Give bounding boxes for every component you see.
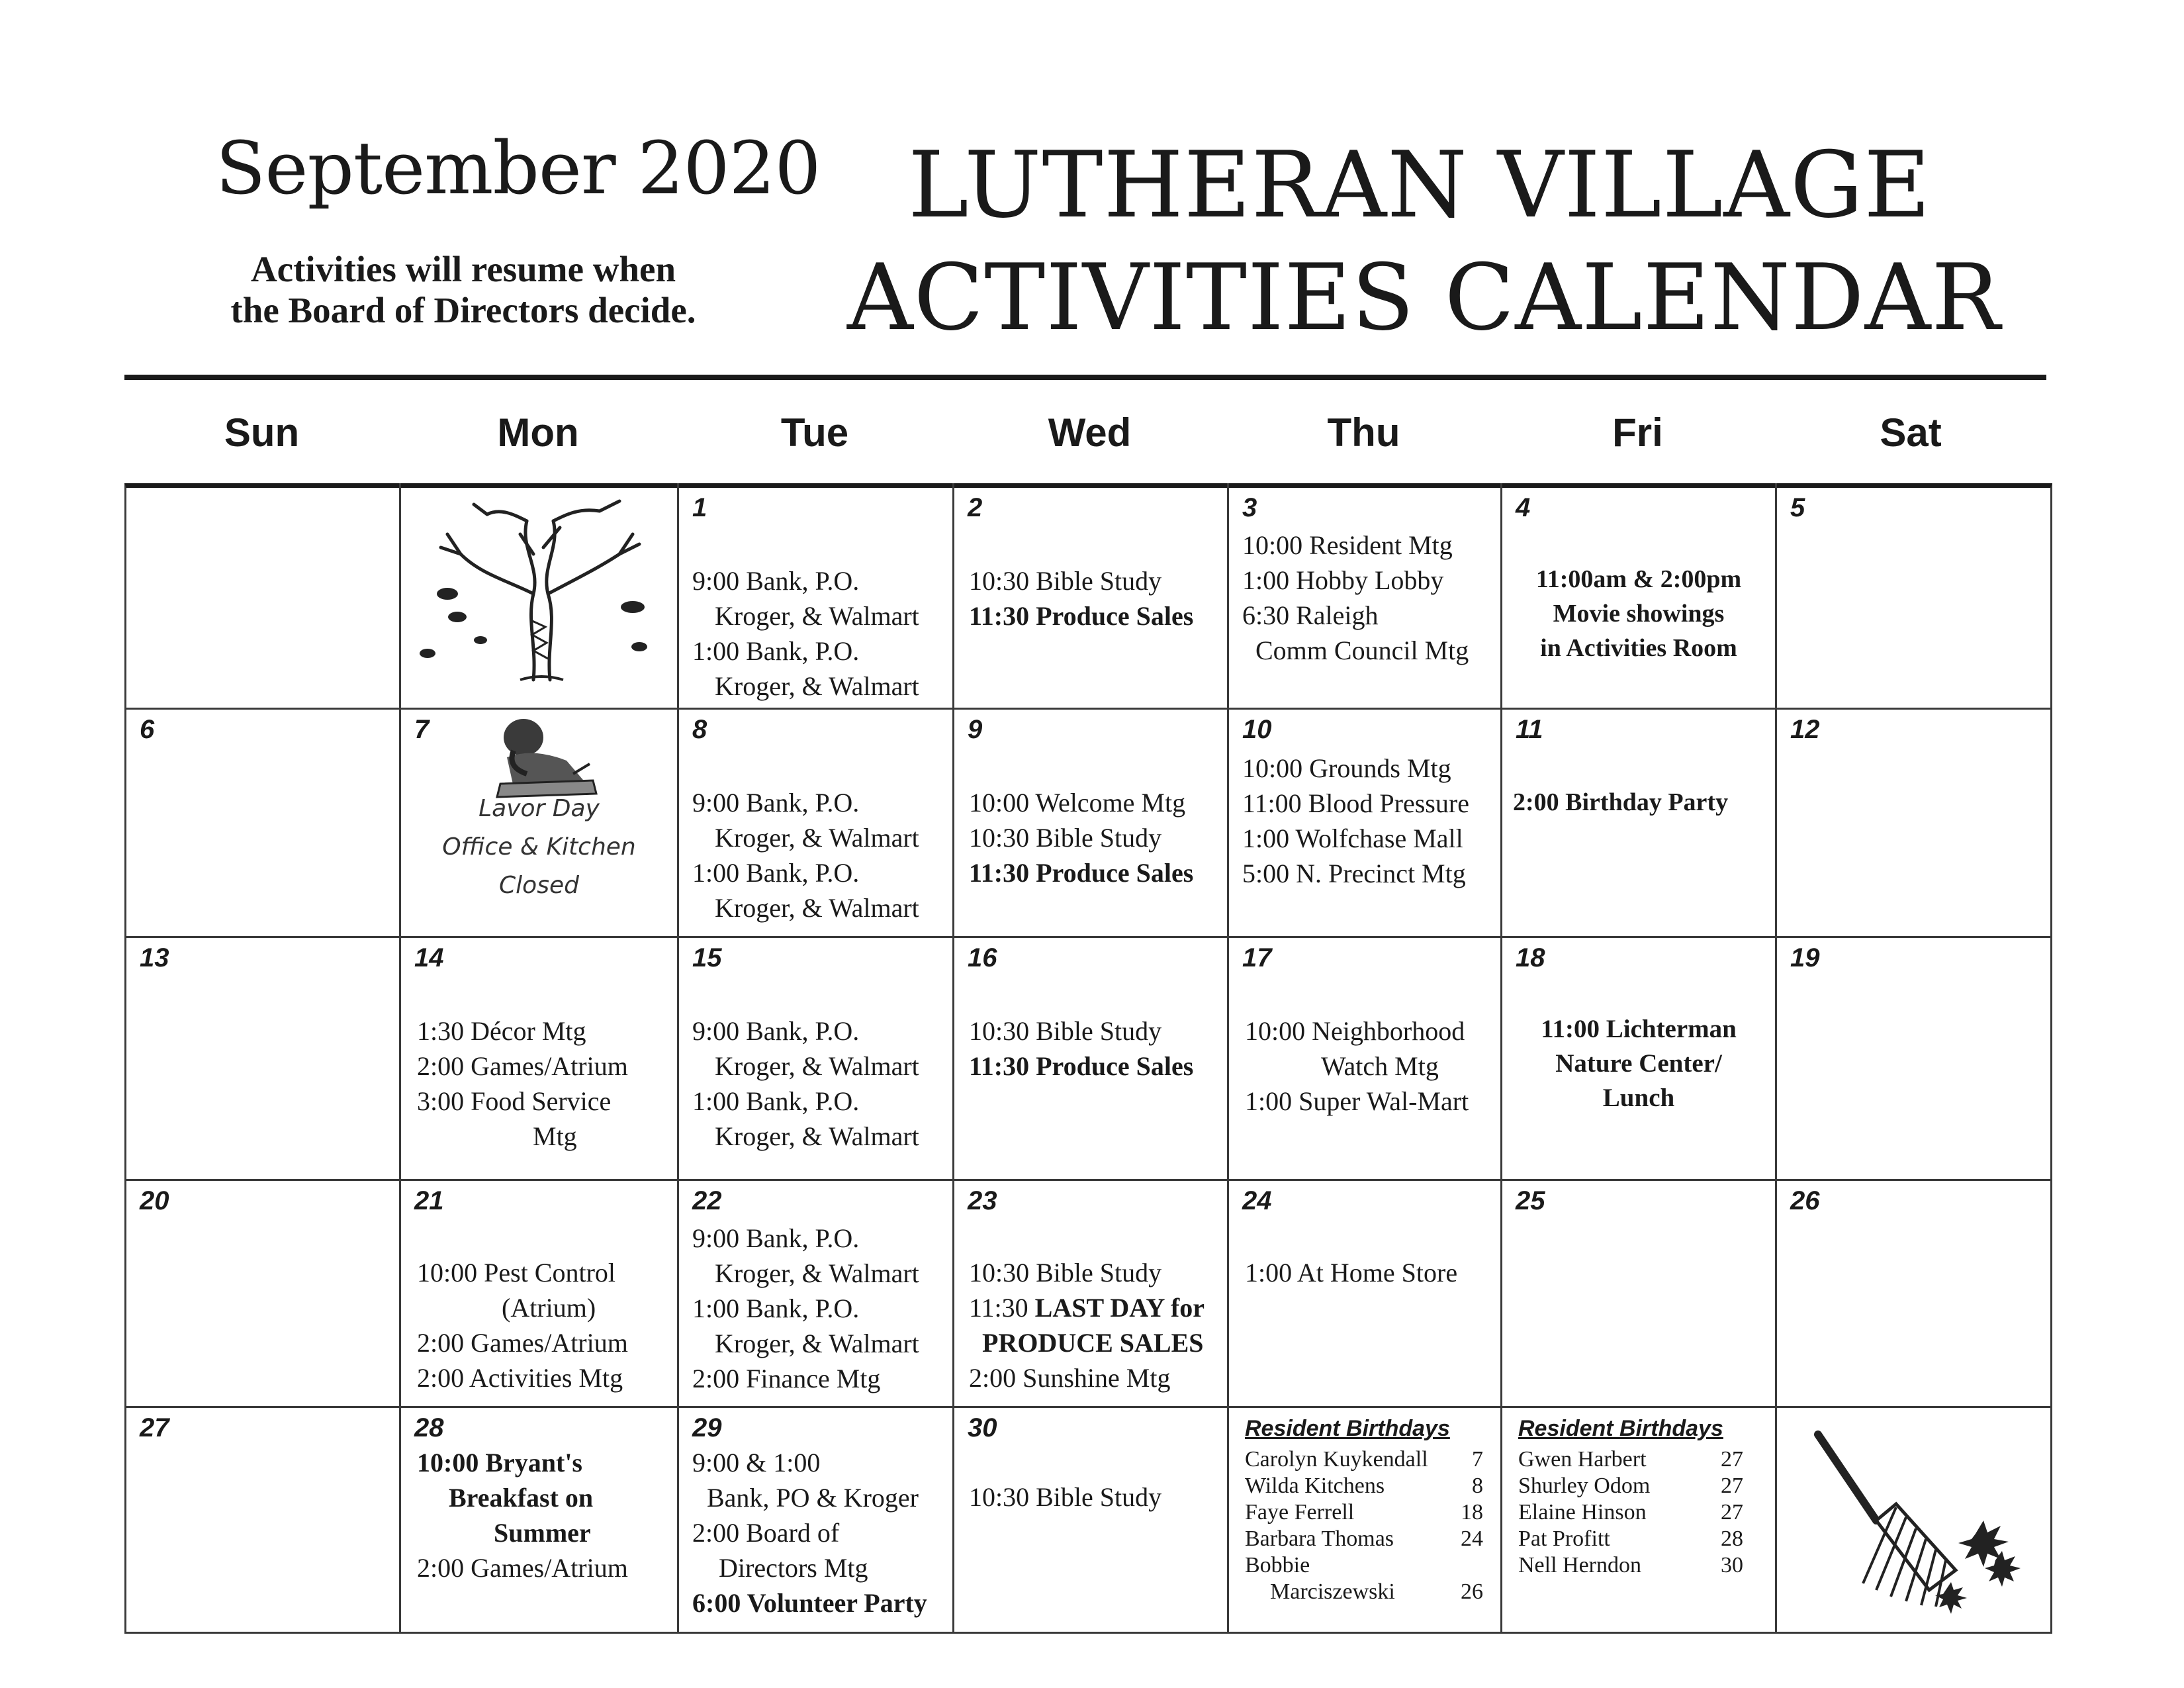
day-events: 10:30 Bible Study <box>969 1482 1162 1512</box>
day-events: 9:00 Bank, P.O. Kroger, & Walmart 1:00 Bank, P.O. Kroger, & Walmart <box>692 1016 919 1151</box>
birthday-row: Barbara Thomas 24 <box>1245 1526 1483 1551</box>
birthday-row: Shurley Odom 27 <box>1518 1474 1743 1498</box>
day-events: 9:00 Bank, P.O. Kroger, & Walmart 1:00 Bank, P.O. Kroger, & Walmart <box>692 566 919 701</box>
weekday-wed: Wed <box>1048 410 1132 455</box>
birthdays-names <box>1245 1446 1483 1605</box>
day-number: 9 <box>968 715 983 744</box>
day-events: 2:00 Birthday Party <box>1513 788 1729 816</box>
day-cell-19 <box>1777 938 2046 1179</box>
day-number: 11 <box>1516 715 1543 744</box>
day-cell-18 <box>1502 938 1775 1179</box>
day-cell-1 <box>679 488 952 708</box>
day-number: 5 <box>1790 493 1805 522</box>
day-cell-14 <box>401 938 677 1179</box>
day-events: 10:30 Bible Study 11:30 Produce Sales <box>969 566 1194 631</box>
day-number: 13 <box>140 943 169 972</box>
day-number: 16 <box>968 943 997 972</box>
day-number: 14 <box>414 943 444 972</box>
day-events: 1:30 Décor Mtg 2:00 Games/Atrium 3:00 Food Service Mtg <box>417 1016 628 1151</box>
day-number: 30 <box>968 1413 997 1442</box>
day-cell-10 <box>1229 710 1500 936</box>
day-number: 24 <box>1242 1186 1272 1215</box>
rake-icon <box>1777 1408 2046 1632</box>
day-number: 27 <box>140 1413 169 1442</box>
day-cell-28 <box>401 1408 677 1632</box>
day-number: 12 <box>1790 715 1820 744</box>
day-cell-16 <box>954 938 1227 1179</box>
day-number: 22 <box>692 1186 722 1215</box>
birthday-row: Marciszewski 26 <box>1270 1579 1483 1604</box>
day-number: 21 <box>414 1186 444 1215</box>
day-number: 2 <box>968 493 983 522</box>
day-number: 3 <box>1242 493 1257 522</box>
day-cell-9 <box>954 710 1227 936</box>
day-cell-2 <box>954 488 1227 708</box>
birthdays-title: Resident Birthdays <box>1245 1416 1450 1441</box>
day-number: 17 <box>1242 943 1272 972</box>
birthday-row: Wilda Kitchens 8 <box>1245 1474 1483 1498</box>
day-events: 9:00 Bank, P.O. Kroger, & Walmart 1:00 Bank, P.O. Kroger, & Walmart 2:00 Finance Mtg <box>692 1223 919 1393</box>
day-cell-22 <box>679 1181 952 1406</box>
day-cell-12 <box>1777 710 2046 936</box>
day-number: 1 <box>692 493 707 522</box>
birthday-row: Bobbie <box>1245 1553 1310 1577</box>
day-number: 7 <box>414 715 430 744</box>
day-cell-20 <box>126 1181 399 1406</box>
day-events: 1:00 At Home Store <box>1245 1258 1458 1288</box>
day-cell-30 <box>954 1408 1227 1632</box>
day-number: 29 <box>692 1413 722 1442</box>
day-events: 10:00 Pest Control (Atrium) 2:00 Games/Atrium 2:00 Activities Mtg <box>417 1258 628 1393</box>
day-cell-3 <box>1229 488 1500 708</box>
day-events: 10:00 Grounds Mtg 11:00 Blood Pressure 1:00 Wolfchase Mall 5:00 N. Precinct Mtg <box>1242 753 1469 888</box>
day-cell-8 <box>679 710 952 936</box>
birthday-row: Nell Herndon 30 <box>1518 1553 1743 1577</box>
birthdays-list-fri <box>1502 1408 1775 1632</box>
day-number: 10 <box>1242 715 1272 744</box>
day-cell-sat-week5 <box>1777 1408 2046 1632</box>
weekday-sat: Sat <box>1880 410 1942 455</box>
day-number: 8 <box>692 715 707 744</box>
day-events: 10:30 Bible Study 11:30 Produce Sales <box>969 1016 1194 1081</box>
day-number: 23 <box>968 1186 997 1215</box>
birthday-row: Elaine Hinson 27 <box>1518 1500 1743 1524</box>
day-cell-11 <box>1502 710 1775 936</box>
day-cell-26 <box>1777 1181 2046 1406</box>
day-cell-6 <box>126 710 399 936</box>
notice-text: Activities will resume when the Board of Directors decide. <box>230 249 696 330</box>
day-cell-27 <box>126 1408 399 1632</box>
day-cell-5 <box>1777 488 2046 708</box>
day-events: 11:00am & 2:00pm Movie showings in Activities Room <box>1535 565 1742 662</box>
day-number: 19 <box>1790 943 1820 972</box>
header-rule <box>124 375 2046 380</box>
day-cell-23 <box>954 1181 1227 1406</box>
day-cell-29 <box>679 1408 952 1632</box>
birthdays-names <box>1518 1446 1743 1579</box>
weekday-sun: Sun <box>224 410 300 455</box>
day-events: 10:30 Bible Study 11:30 LAST DAY for PRODUCE SALES 2:00 Sunshine Mtg <box>969 1258 1205 1393</box>
day-cell-mon-week1 <box>401 488 677 708</box>
birthday-row: Gwen Harbert 27 <box>1518 1447 1743 1472</box>
weekday-mon: Mon <box>497 410 579 455</box>
day-number: 25 <box>1516 1186 1545 1215</box>
weekday-thu: Thu <box>1327 410 1400 455</box>
day-events: 11:00 Lichterman Nature Center/ Lunch <box>1541 1015 1737 1112</box>
day-number: 20 <box>140 1186 169 1215</box>
day-number: 28 <box>414 1413 444 1442</box>
birthday-row: Pat Profitt 28 <box>1518 1526 1743 1551</box>
day-cell-13 <box>126 938 399 1179</box>
day-cell-7: 7 Lavor Day Office & Kitchen Closed <box>401 710 677 936</box>
day-events: 9:00 Bank, P.O. Kroger, & Walmart 1:00 Bank, P.O. Kroger, & Walmart <box>692 788 919 923</box>
day-number: 18 <box>1516 943 1545 972</box>
weekday-fri: Fri <box>1612 410 1663 455</box>
day-cell-24 <box>1229 1181 1500 1406</box>
day-number: 15 <box>692 943 722 972</box>
weekday-tue: Tue <box>780 410 849 455</box>
day-cell-15 <box>679 938 952 1179</box>
birthday-row: Carolyn Kuykendall 7 <box>1245 1447 1483 1472</box>
day-cell-17 <box>1229 938 1500 1179</box>
day-events: 9:00 & 1:00 Bank, PO & Kroger 2:00 Board of Directors Mtg 6:00 Volunteer Party <box>692 1448 927 1618</box>
calendar-title: LUTHERAN VILLAGE ACTIVITIES CALENDAR <box>847 132 2001 351</box>
day-events: 10:00 Resident Mtg 1:00 Hobby Lobby 6:30 Raleigh Comm Council Mtg <box>1242 530 1469 665</box>
day-events: 10:00 Bryant's Breakfast on Summer 2:00 Games/Atrium <box>417 1448 628 1583</box>
day-cell-25 <box>1502 1181 1775 1406</box>
day-number: 4 <box>1516 493 1531 522</box>
day-number: 6 <box>140 715 155 744</box>
birthdays-title: Resident Birthdays <box>1518 1416 1723 1441</box>
birthday-row: Faye Ferrell 18 <box>1245 1500 1483 1524</box>
month-title: September 2020 <box>216 126 821 211</box>
day-events: 10:00 Welcome Mtg 10:30 Bible Study 11:30 Produce Sales <box>969 788 1194 888</box>
day-number: 26 <box>1790 1186 1820 1215</box>
day-cell-4 <box>1502 488 1775 708</box>
birthdays-list-thu <box>1229 1408 1500 1632</box>
day-events: 10:00 Neighborhood Watch Mtg 1:00 Super Wal-Mart <box>1245 1016 1469 1116</box>
day-cell-21 <box>401 1181 677 1406</box>
bare-tree-icon <box>401 488 677 708</box>
